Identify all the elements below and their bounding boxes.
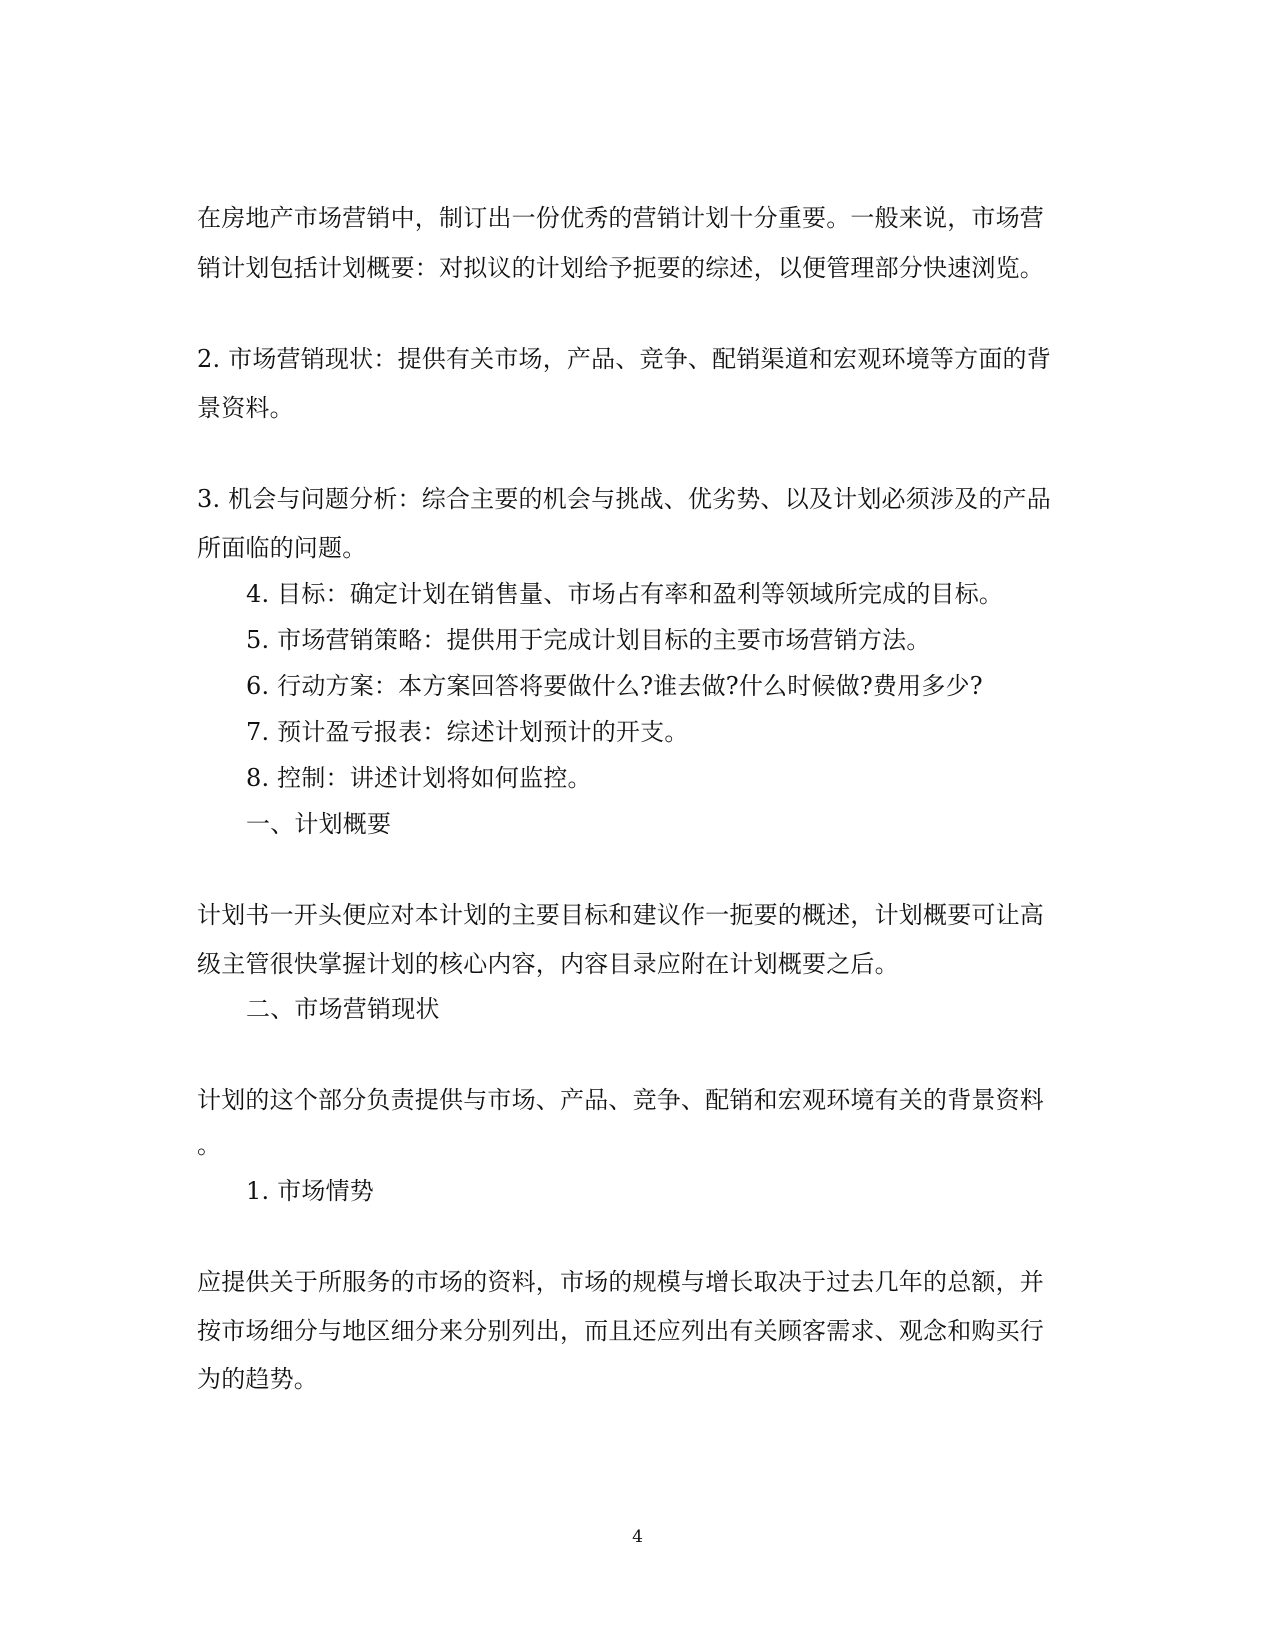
- list-item-line: 2. 市场营销现状：提供有关市场，产品、竞争、配销渠道和宏观环境等方面的背: [197, 345, 1051, 373]
- paragraph-line: 销计划包括计划概要：对拟议的计划给予扼要的综述，以便管理部分快速浏览。: [197, 254, 1044, 282]
- list-item-line: 景资料。: [197, 394, 294, 422]
- paragraph-line: 级主管很快掌握计划的核心内容，内容目录应附在计划概要之后。: [197, 950, 899, 978]
- paragraph-line: 应提供关于所服务的市场的资料，市场的规模与增长取决于过去几年的总额，并: [197, 1268, 1044, 1296]
- page-number: 4: [632, 1527, 643, 1547]
- list-item-line: 3. 机会与问题分析：综合主要的机会与挑战、优劣势、以及计划必须涉及的产品: [197, 485, 1051, 513]
- paragraph-line: 计划书一开头便应对本计划的主要目标和建议作一扼要的概述，计划概要可让高: [197, 901, 1044, 929]
- paragraph-line: 计划的这个部分负责提供与市场、产品、竞争、配销和宏观环境有关的背景资料: [197, 1086, 1044, 1114]
- subsection-heading: 1. 市场情势: [246, 1177, 374, 1205]
- list-item-line: 7. 预计盈亏报表：综述计划预计的开支。: [246, 718, 689, 746]
- list-item-line: 8. 控制：讲述计划将如何监控。: [246, 764, 592, 792]
- list-item-line: 5. 市场营销策略：提供用于完成计划目标的主要市场营销方法。: [246, 626, 931, 654]
- section-heading: 一、计划概要: [246, 810, 392, 838]
- paragraph-line: 按市场细分与地区细分来分别列出，而且还应列出有关顾客需求、观念和购买行: [197, 1317, 1044, 1345]
- paragraph-line: 为的趋势。: [197, 1365, 318, 1393]
- list-item-line: 6. 行动方案：本方案回答将要做什么?谁去做?什么时候做?费用多少?: [246, 672, 983, 700]
- paragraph-line: 在房地产市场营销中，制订出一份优秀的营销计划十分重要。一般来说，市场营: [197, 204, 1044, 232]
- list-item-line: 4. 目标：确定计划在销售量、市场占有率和盈利等领域所完成的目标。: [246, 580, 1004, 608]
- section-heading: 二、市场营销现状: [246, 995, 440, 1023]
- paragraph-line: 。: [197, 1131, 222, 1159]
- list-item-line: 所面临的问题。: [197, 534, 367, 562]
